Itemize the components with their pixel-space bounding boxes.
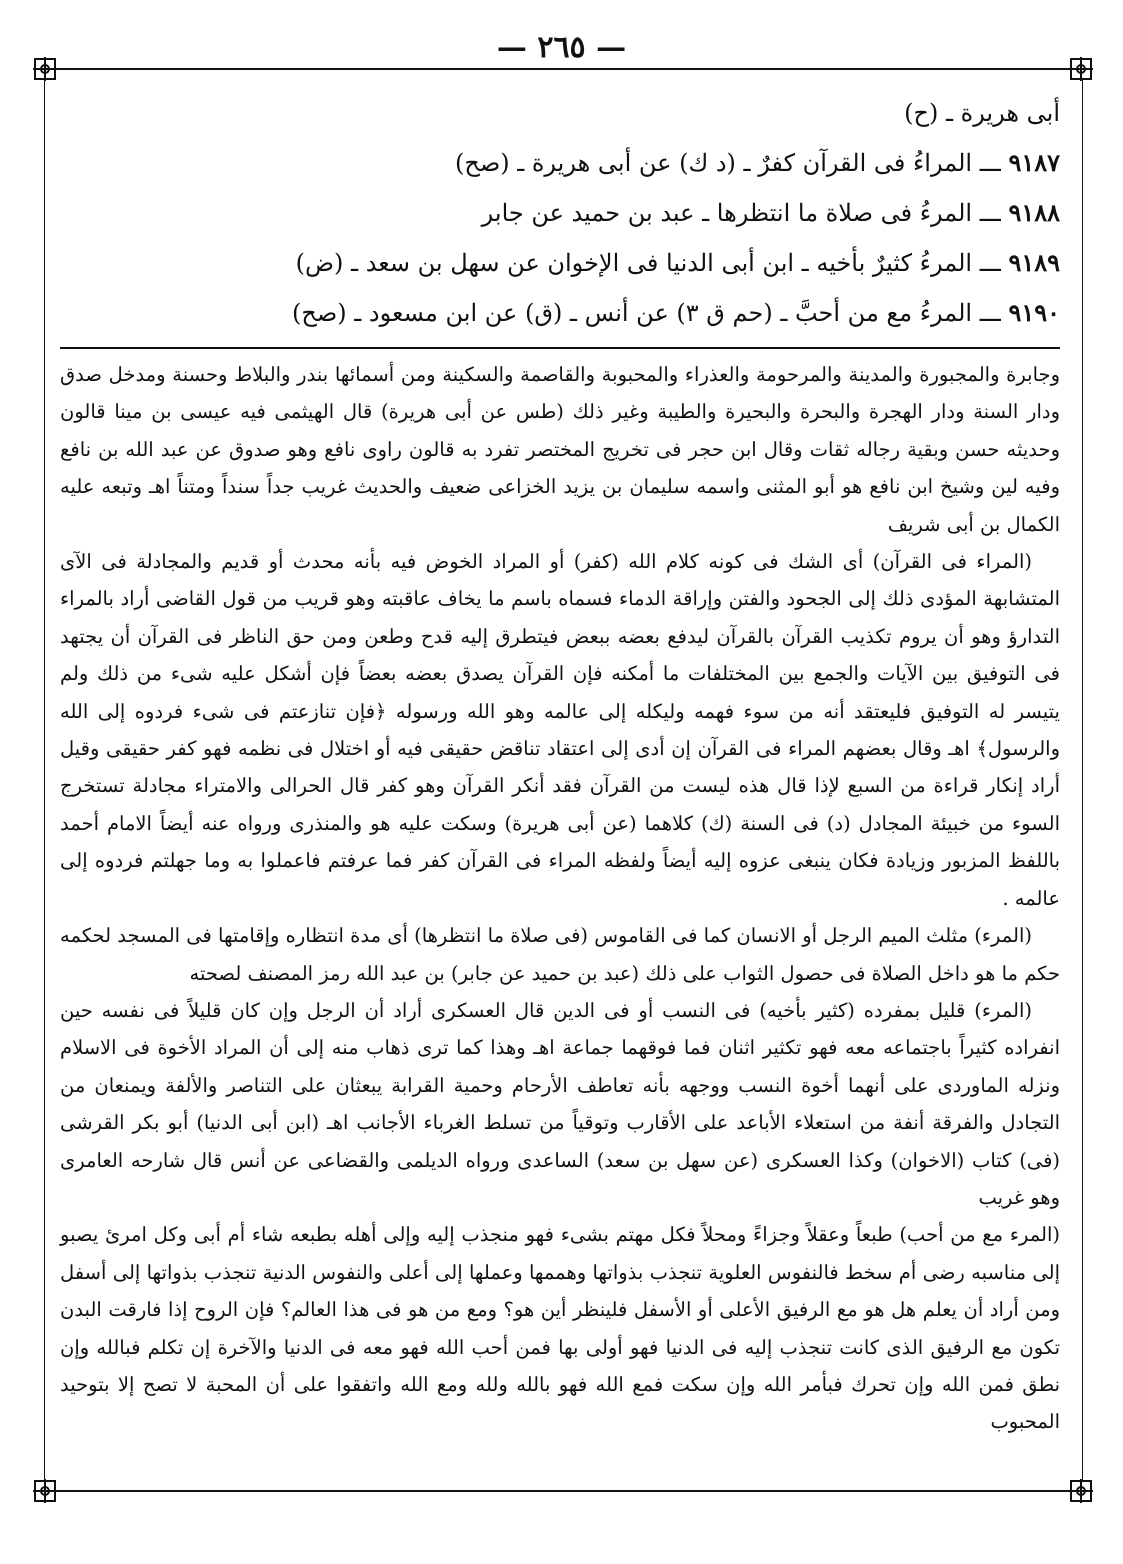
corner-ornament-icon bbox=[1068, 1478, 1094, 1504]
page-number: — ٢٦٥ — bbox=[496, 30, 627, 65]
hadith-number: ٩١٨٧ bbox=[1008, 148, 1060, 177]
hadith-line bbox=[60, 88, 1060, 138]
commentary-separator bbox=[60, 347, 1060, 349]
commentary-paragraph: (المراء فى القرآن) أى الشك فى كونه كلام الله (كفر) أو المراد الخوض فيه بأنه محدث أو قديم والمجادلة فى الآى المتشابهة المؤدى ذلك إلى الجحود والفتن وإراقة الدماء فسماه باسم ما يخاف عاقبته وهو قريب من قول القاضى أراد بالمراء التدارؤ وهو أن يروم تكذيب القرآن بالقرآن ليدفع بعضه ببعض فيتطرق إليه قدح وطعن ومن حق الناظر فى القرآن أن يجتهد فى التوفيق بين الآيات والجمع بين المختلفات ما أمكنه فإن القرآن يصدق بعضه بعضاً فإن أشكل عليه شىء من ذلك ولم يتيسر له التوفيق فليعتقد أنه من سوء فهمه وليكله إلى عالمه وهو الله ورسوله ﴿فإن تنازعتم فى شىء فردوه إلى الله والرسول﴾ اهـ وقال بعضهم المراء فى القرآن إن أدى إلى اعتقاد تناقض حقيقى فيه أو اختلال فى نظمه فهو كفر حقيقى وقيل أراد إنكار قراءة من السبع لإذا قال هذه ليست من القرآن فقد أنكر القرآن وهو كفر قال الحرالى والامتراء مجادلة تستخرج السوء من خبيئة المجادل (د) فى السنة (ك) كلاهما (عن أبى هريرة) وسكت عليه هو والمنذرى ورواه عنه أيضاً الامام أحمد باللفظ المزبور وزيادة فكان ينبغى عزوه إليه أيضاً ولفظه المراء فى القرآن كفر فما عرفتم فاعملوا به وما جهلتم فردوه إلى عالمه . bbox=[60, 550, 1060, 910]
hadith-line bbox=[60, 238, 1060, 288]
corner-ornament-icon bbox=[32, 1478, 58, 1504]
hadith-line bbox=[60, 288, 1060, 338]
hadith-text: ـــ المرءُ كثيرٌ بأخيه ـ ابن أبى الدنيا فى الإخوان عن سهل بن سعد ـ (ض) bbox=[295, 249, 1001, 277]
bottom-rule bbox=[50, 1490, 1077, 1492]
commentary-body bbox=[60, 356, 1060, 1441]
hadith-text: ـــ المرءُ مع من أحبَّ ـ (حم ق ٣) عن أنس ـ (ق) عن ابن مسعود ـ (صح) bbox=[292, 299, 1001, 327]
hadith-text: أبى هريرة ـ (ح) bbox=[904, 99, 1060, 127]
hadith-text: ـــ المراءُ فى القرآن كفرٌ ـ (د ك) عن أبى هريرة ـ (صح) bbox=[454, 149, 1001, 177]
hadith-number: ٩١٩٠ bbox=[1008, 298, 1060, 327]
hadith-number: ٩١٨٨ bbox=[1008, 198, 1060, 227]
commentary-paragraph: (المرء) مثلث الميم الرجل أو الانسان كما فى القاموس (فى صلاة ما انتظرها) أى مدة انتظاره وإقامتها فى المسجد لحكمه حكم ما هو داخل الصلاة فى حصول الثواب على ذلك (عبد بن حميد عن جابر) بن عبد الله رمز المصنف لصحته bbox=[60, 924, 1060, 985]
commentary-paragraph: وجابرة والمجبورة والمدينة والمرحومة والعذراء والمحبوبة والقاصمة والسكينة ومن أسمائها بندر والبلاط وحسنة ومدخل صدق ودار السنة ودار الهجرة والبحرة والبحيرة والطيبة وغير ذلك (طس عن أبى هريرة) قال الهيثمى فيه عيسى بن مينا قالون وحديثه حسن وبقية رجاله ثقات وقال ابن حجر فى تخريج المختصر تفرد به قالون راوى نافع وهو صدوق عن عبد الله بن نافع وفيه لين وشيخ ابن نافع هو أبو المثنى واسمه سليمان بن يزيد الخزاعى ضعيف والحديث غريب جداً سنداً ومتناً اهـ وتبعه عليه الكمال بن أبى شريف bbox=[60, 363, 1060, 536]
commentary-paragraph: (المرء) قليل بمفرده (كثير بأخيه) فى النسب أو فى الدين قال العسكرى أراد أن الرجل وإن كان قليلاً فى نفسه حين انفراده كثيراً باجتماعه معه فهو تكثير اثنان فما فوقهما جماعة اهـ وهذا كما ترى ذهاب منه إلى أن المراد الأخوة فى الاسلام ونزله الماوردى على أنهما أخوة النسب ووجهه بأنه تعاطف الأرحام وحمية القرابة يبعثان على التناصر والألفة ويمنعان من التجادل والفرقة أنفة من استعلاء الأباعد على الأقارب وتوقياً من تسلط الغرباء الأجانب اهـ (ابن أبى الدنيا) أبو بكر القرشى (فى) كتاب (الاخوان) وكذا العسكرى (عن سهل بن سعد) الساعدى ورواه الديلمى والقضاعى عن أنس قال شارحه العامرى وهو غريب bbox=[60, 998, 1060, 1209]
hadith-list bbox=[60, 88, 1060, 338]
top-rule bbox=[50, 68, 1077, 70]
hadith-text: ـــ المرءُ فى صلاة ما انتظرها ـ عبد بن حميد عن جابر bbox=[481, 199, 1001, 227]
left-frame-line bbox=[44, 78, 45, 1482]
corner-ornament-icon bbox=[32, 56, 58, 82]
hadith-number: ٩١٨٩ bbox=[1008, 248, 1060, 277]
corner-ornament-icon bbox=[1068, 56, 1094, 82]
hadith-line bbox=[60, 138, 1060, 188]
hadith-line bbox=[60, 188, 1060, 238]
right-frame-line bbox=[1082, 78, 1083, 1482]
commentary-paragraph: (المرء مع من أحب) طبعاً وعقلاً وجزاءً ومحلاً فكل مهتم بشىء فهو منجذب إليه وإلى أهله بطبعه شاء أم أبى وكل امرئ يصبو إلى مناسبه رضى أم سخط فالنفوس العلوية تنجذب بذواتها وهممها وعملها إلى أعلى والنفوس الدنية تنجذب بذواتها إلى أسفل ومن أراد أن يعلم هل هو مع الرفيق الأعلى أو الأسفل فلينظر أين هو؟ ومع من هو فى هذا العالم؟ فإن الروح إذا فارقت البدن تكون مع الرفيق الذى كانت تنجذب إليه فى الدنيا فهو أولى بها فمن أحب الله فهو معه فى الدنيا والآخرة إن تكلم فبالله وإن نطق فمن الله وإن تحرك فبأمر الله وإن سكت فمع الله فهو بالله ولله ومع الله واتفقوا على أن المحبة لا تصح إلا بتوحيد المحبوب bbox=[60, 1223, 1060, 1434]
